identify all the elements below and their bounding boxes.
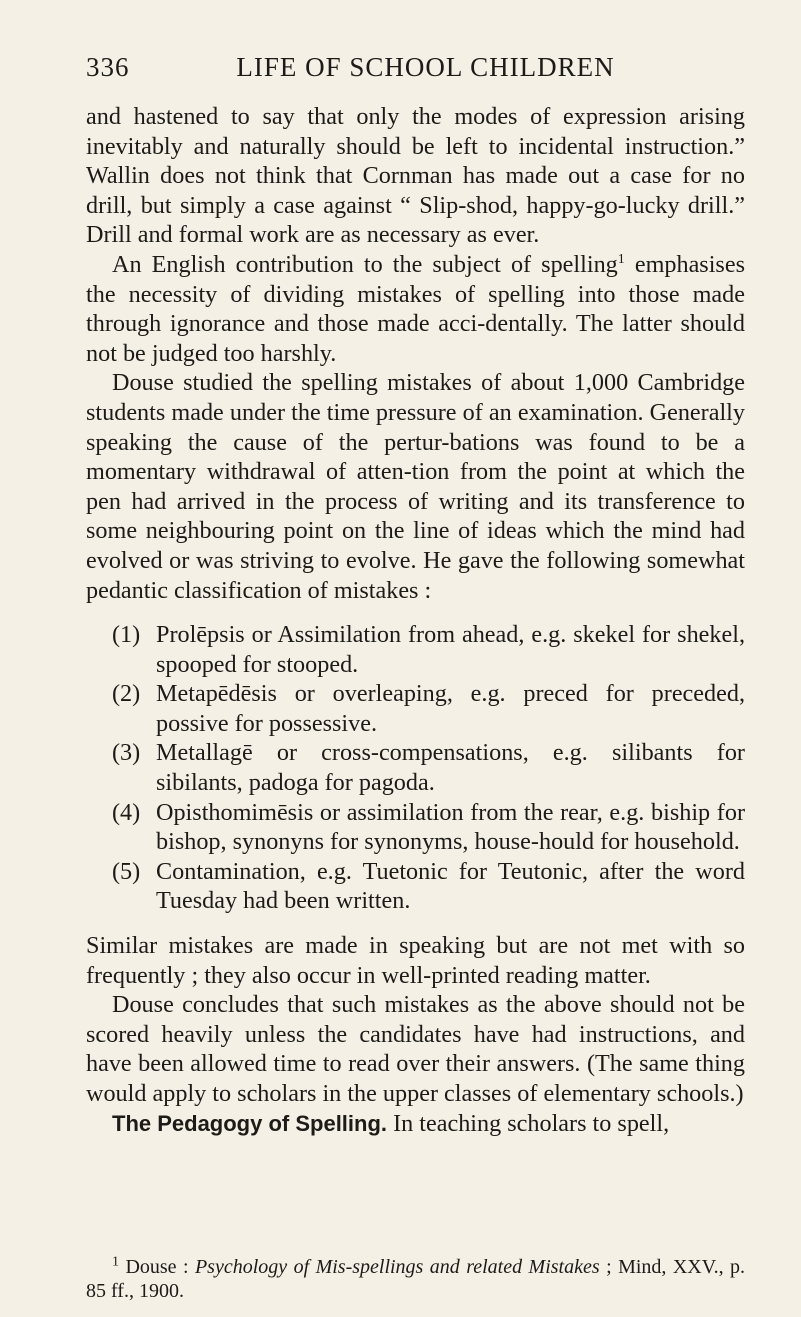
page-number: 336 [86, 52, 130, 82]
list-number: (5) [112, 857, 141, 885]
list-text: Metapēdēsis or overleaping, e.g. preced for preceded, possive for possessive. [156, 680, 745, 737]
list-number: (2) [112, 680, 141, 708]
paragraph-text: emphasises the necessity of dividing mistakes of spelling into those made through ignorance and those made acci-dentally. The latter should not be judged too harshly. [86, 250, 745, 367]
list-number: (4) [112, 798, 141, 826]
footnote-ref: 1 [617, 251, 625, 267]
list-item [112, 679, 745, 738]
list-text: Contamination, e.g. Tuetonic for Teutonic, after the word Tuesday had been written. [156, 857, 745, 915]
running-title: LIFE OF SCHOOL CHILDREN [236, 52, 615, 82]
paragraph [86, 1109, 745, 1139]
paragraph: Douse concludes that such mistakes as the above should not be scored heavily unless the candidates have had instructions, and have been allowed time to read over their answers. (The same thing would apply to scholars in the upper classes of elementary schools.) [86, 991, 745, 1107]
list-text: Opisthomimēsis or assimilation from the rear, e.g. biship for bishop, synonyns for synonyms, house-hould for household. [156, 798, 745, 856]
paragraph [86, 250, 745, 368]
page-body [86, 102, 745, 1138]
footnote-author: Douse : [125, 1256, 189, 1278]
footnote-marker: 1 [112, 1254, 119, 1270]
paragraph: Douse studied the spelling mistakes of about 1,000 Cambridge students made under the time pressure of an examination. Generally speaking the cause of the pertur-bations was found to be a momentary withdrawal of atten-tion from the point at which the pen had arrived in the process of writing and its transference to some neighbouring point on the line of ideas which the mind had evolved or was striving to evolve. He gave the following somewhat pedantic classification of mistakes : [86, 369, 745, 604]
paragraph: and hastened to say that only the modes of expression arising inevitably and naturally should be left to incidental instruction.” Wallin does not think that Cornman has made out a case for no drill, but simply a case against “ Slip-shod, happy-go-lucky drill.” Drill and formal work are as necessary as ever. [86, 103, 745, 249]
list-text: Prolēpsis or Assimilation from ahead, e.g. skekel for shekel, spooped for stooped. [156, 621, 745, 678]
footnote [86, 1255, 745, 1303]
footnote-title: Psychology of Mis-spellings and related Mistakes [194, 1256, 600, 1278]
list-item [112, 857, 745, 916]
list-text: Metallagē or cross-compensations, e.g. silibants for sibilants, padoga for pagoda. [156, 739, 745, 797]
list-item [112, 620, 745, 679]
paragraph-lead: An English contribution to the subject of spelling [112, 250, 618, 278]
list-number: (3) [112, 739, 141, 767]
list-item [112, 798, 745, 857]
paragraph: Similar mistakes are made in speaking but are not met with so frequently ; they also occur in well-printed reading matter. [86, 932, 745, 989]
section-heading: The Pedagogy of Spelling. [112, 1110, 388, 1136]
list-number: (1) [112, 621, 141, 649]
footnote-rest: ; Mind, XXV., p. 85 ff., 1900. [86, 1256, 746, 1302]
classification-list [86, 620, 745, 916]
list-item [112, 738, 745, 797]
running-header [86, 52, 745, 83]
section-text: In teaching scholars to spell, [393, 1109, 670, 1137]
